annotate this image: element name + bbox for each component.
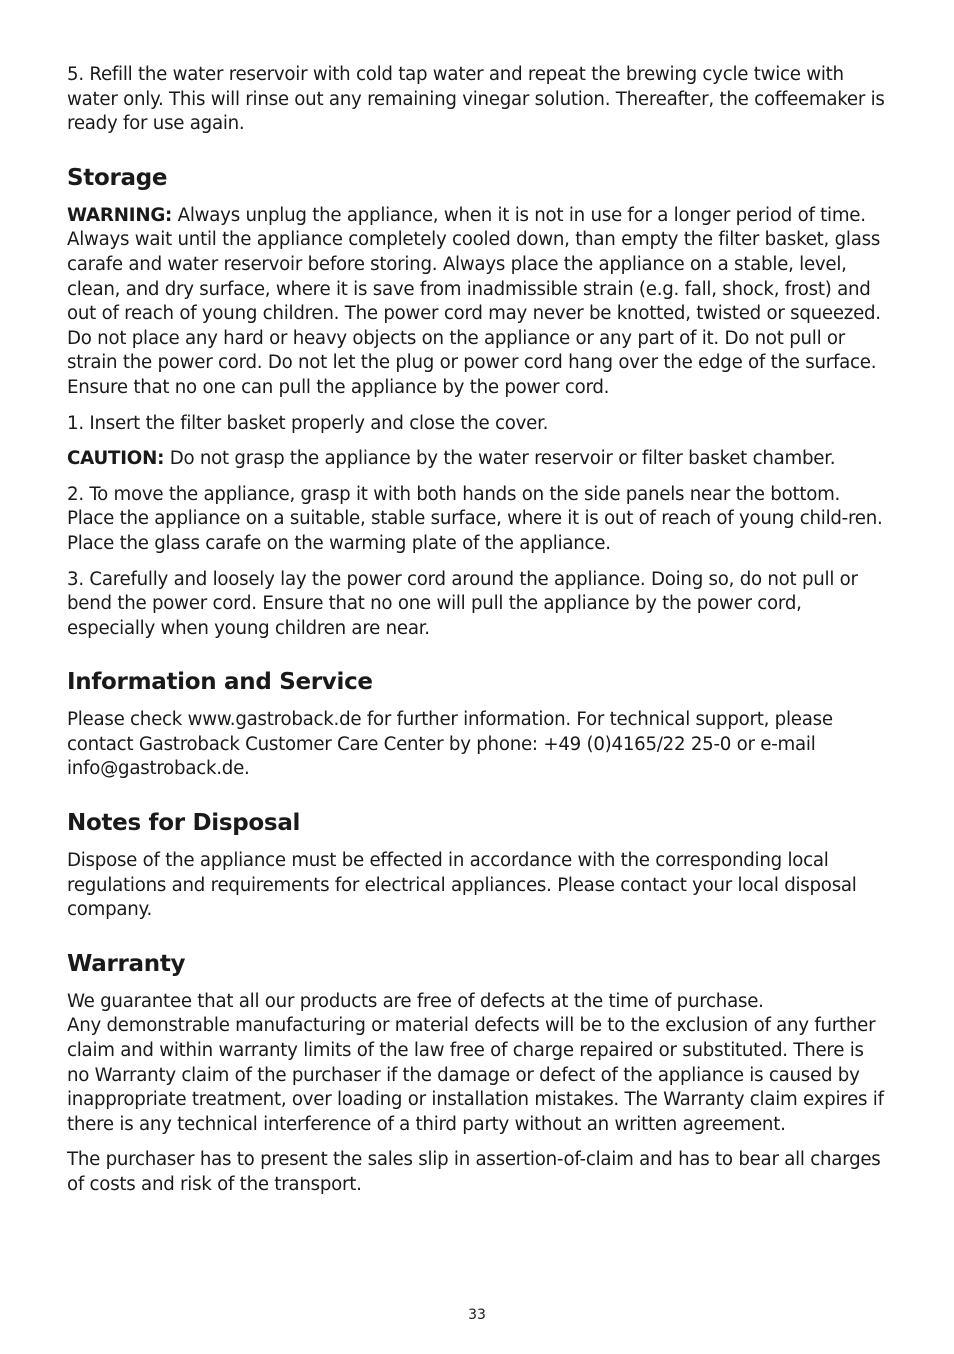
information-service-paragraph: Please check www.gastroback.de for further information. For technical support, please contact Gastroback Customer Care Center by phone: +49 (0)4165/22 25-0 or e-mail info@gastroback.de. — [67, 709, 833, 780]
storage-caution-paragraph — [67, 447, 887, 472]
storage-warning-paragraph — [67, 204, 887, 401]
caution-text: Do not grasp the appliance by the water reservoir or filter basket chamber. — [164, 448, 836, 470]
information-service-heading: Information and Service — [67, 669, 373, 696]
storage-heading: Storage — [67, 164, 168, 191]
warning-label: WARNING: — [67, 204, 173, 226]
page-content — [67, 63, 887, 1209]
refill-step-paragraph: 5. Refill the water reservoir with cold tap water and repeat the brewing cycle twice with water only. This will rinse out any remaining vinegar solution. Thereafter, the coffeemaker is ready for use again. — [67, 64, 885, 135]
storage-step-1: 1. Insert the filter basket properly and close the cover. — [67, 412, 549, 434]
disposal-paragraph: Dispose of the appliance must be effected in accordance with the corresponding local regulations and requirements for electrical appliances. Please contact your local disposal company. — [67, 850, 857, 921]
warning-text: Always unplug the appliance, when it is not in use for a longer period of time. Always wait until the appliance completely cooled down, than empty the filter basket, glass carafe and water reservoir before storing. Always place the appliance on a stable, level, clean, and dry surface, where it is save from inadmissible strain (e.g. fall, shock, frost) and out of reach of young children. The power cord may never be knotted, twisted or squeezed. Do not place any hard or heavy objects on the appliance or any part of it. Do not pull or strain the power cord. Do not let the plug or power cord hang over the edge of the surface. Ensure that no one can pull the appliance by the power cord. — [67, 204, 881, 398]
storage-step-3: 3. Carefully and loosely lay the power cord around the appliance. Doing so, do not pull or bend the power cord. Ensure that no one will pull the appliance by the power cord, especially when young children are near. — [67, 568, 858, 639]
warranty-sales-slip-paragraph: The purchaser has to present the sales slip in assertion-of-claim and has to bear all charges of costs and risk of the transport. — [67, 1149, 881, 1195]
warranty-guarantee-line: We guarantee that all our products are free of defects at the time of purchase. — [67, 990, 764, 1012]
page-number: 33 — [468, 1307, 486, 1323]
warranty-paragraph: Any demonstrable manufacturing or material defects will be to the exclusion of any further claim and within warranty limits of the law free of charge repaired or substituted. There is no Warranty claim of the purchaser if the damage or defect of the appliance is caused by inappropriate treatment, over loading or installation mistakes. The Warranty claim expires if there is any technical interference of a third party without an written agreement. — [67, 1015, 884, 1135]
warranty-heading: Warranty — [67, 950, 186, 977]
storage-step-2: 2. To move the appliance, grasp it with both hands on the side panels near the bottom. Place the appliance on a suitable, stable surface, where it is out of reach of young child-ren. Place the glass carafe on the warming plate of the appliance. — [67, 483, 883, 554]
caution-label: CAUTION: — [67, 448, 165, 470]
disposal-heading: Notes for Disposal — [67, 810, 301, 837]
